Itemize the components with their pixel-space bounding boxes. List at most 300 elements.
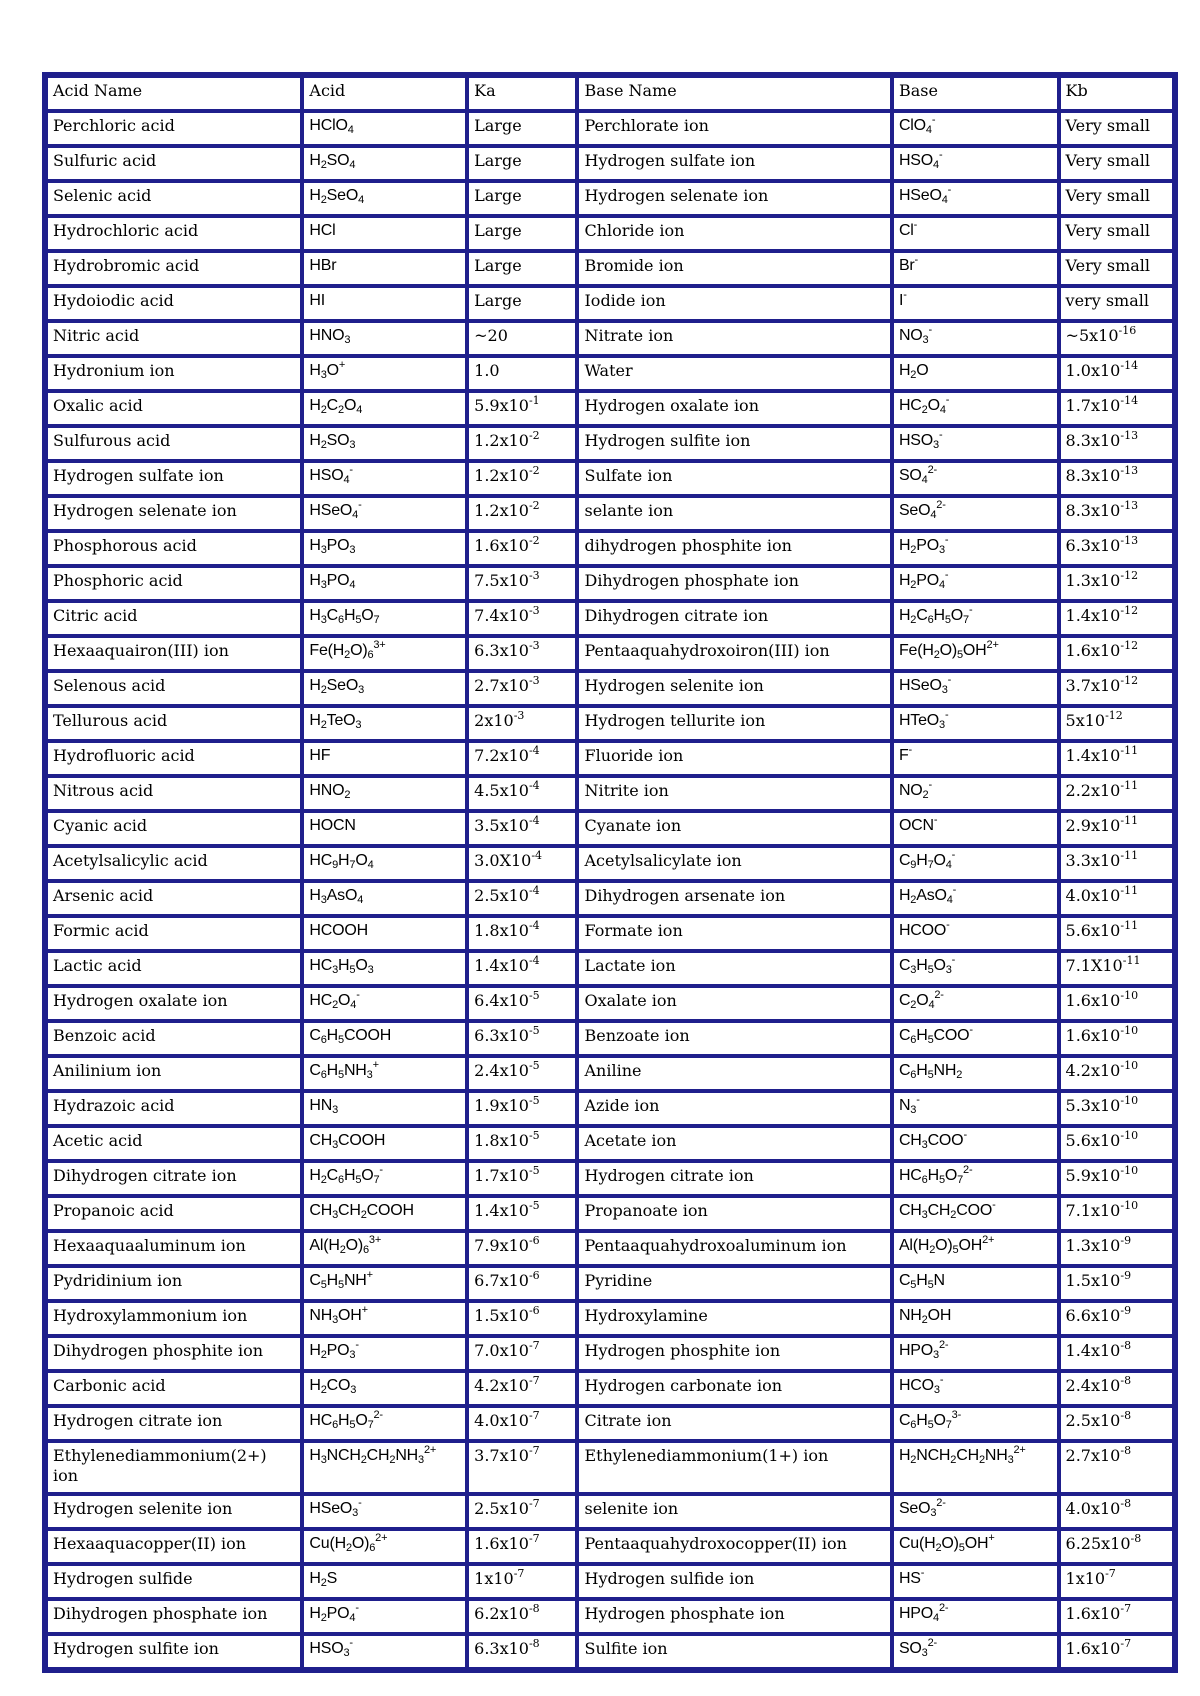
kb-cell: $5.6x10^{-10}$ (1059, 1126, 1174, 1161)
ka-cell: $2.4x10^{-5}$ (467, 1056, 577, 1091)
acid-formula-cell: HOCN (302, 811, 467, 846)
ka-cell: $3.7x10^{-7}$ (467, 1441, 577, 1494)
base-name-cell: Acetate ion (577, 1126, 891, 1161)
acid-name-cell: Phosphoric acid (46, 566, 302, 601)
acid-formula-cell: $CH_3COOH$ (302, 1126, 467, 1161)
base-name-cell: Cyanate ion (577, 811, 891, 846)
base-name-cell: Bromide ion (577, 251, 891, 286)
base-formula-cell: $C_6H_5NH_2$ (892, 1056, 1059, 1091)
acid-name-cell: Nitrous acid (46, 776, 302, 811)
base-formula-cell: $N_3^-$ (892, 1091, 1059, 1126)
kb-cell: $7.1x10^{-10}$ (1059, 1196, 1174, 1231)
base-name-cell: Nitrite ion (577, 776, 891, 811)
acid-name-cell: Oxalic acid (46, 391, 302, 426)
acid-formula-cell: $HC_6H_5O_7^{2-}$ (302, 1406, 467, 1441)
acid-name-cell: Perchloric acid (46, 111, 302, 146)
base-formula-cell: $Fe(H_2O)_5OH^{2+}$ (892, 636, 1059, 671)
base-formula-cell: $HSO_3^-$ (892, 426, 1059, 461)
acid-name-cell: Nitric acid (46, 321, 302, 356)
kb-cell: $3.7x10^{-12}$ (1059, 671, 1174, 706)
table-row (46, 776, 1174, 811)
kb-cell: $1.3x10^{-12}$ (1059, 566, 1174, 601)
base-name-cell: Pentaaquahydroxocopper(II) ion (577, 1529, 891, 1564)
kb-cell: $1.5x10^{-9}$ (1059, 1266, 1174, 1301)
kb-cell: $4.0x10^{-8}$ (1059, 1494, 1174, 1529)
acid-name-cell: Dihydrogen phosphate ion (46, 1599, 302, 1634)
acid-formula-cell: $H_2PO_3^-$ (302, 1336, 467, 1371)
table-row (46, 1564, 1174, 1599)
base-formula-cell: $Cu(H_2O)_5OH^+$ (892, 1529, 1059, 1564)
kb-cell: $1x10^{-7}$ (1059, 1564, 1174, 1599)
table-row (46, 496, 1174, 531)
ka-cell: $1.8x10^{-4}$ (467, 916, 577, 951)
acid-name-cell: Propanoic acid (46, 1196, 302, 1231)
acid-formula-cell: HClO$_4$ (302, 111, 467, 146)
base-name-cell: Sulfite ion (577, 1634, 891, 1669)
kb-cell: $2.9x10^{-11}$ (1059, 811, 1174, 846)
kb-cell: $5.6x10^{-11}$ (1059, 916, 1174, 951)
table-row (46, 1406, 1174, 1441)
base-formula-cell: $HPO_4^{2-}$ (892, 1599, 1059, 1634)
acid-name-cell: Ethylenediammonium(2+) ion (46, 1441, 302, 1494)
header-acid-name: Acid Name (46, 76, 302, 111)
base-name-cell: Lactate ion (577, 951, 891, 986)
acid-name-cell: Benzoic acid (46, 1021, 302, 1056)
base-formula-cell: $C_3H_5O_3^-$ (892, 951, 1059, 986)
base-formula-cell: $CH_3COO^-$ (892, 1126, 1059, 1161)
acid-formula-cell: $HC_3H_5O_3$ (302, 951, 467, 986)
acid-name-cell: Hydrazoic acid (46, 1091, 302, 1126)
base-formula-cell: HTeO$_3$- (892, 706, 1059, 741)
ka-cell: $3.0X10^{-4}$ (467, 846, 577, 881)
kb-cell: $5.3x10^{-10}$ (1059, 1091, 1174, 1126)
acid-formula-cell: HCOOH (302, 916, 467, 951)
table-row (46, 1529, 1174, 1564)
base-name-cell: Hydrogen selenite ion (577, 671, 891, 706)
acid-name-cell: Sulfurous acid (46, 426, 302, 461)
acid-name-cell: Formic acid (46, 916, 302, 951)
base-name-cell: Ethylenediammonium(1+) ion (577, 1441, 891, 1494)
base-name-cell: Hydrogen tellurite ion (577, 706, 891, 741)
kb-cell: $1.6x10^{-12}$ (1059, 636, 1174, 671)
ka-cell: $6.3x10^{-5}$ (467, 1021, 577, 1056)
table-row (46, 1301, 1174, 1336)
table-row (46, 671, 1174, 706)
base-formula-cell: SeO$_4^{2-}$ (892, 496, 1059, 531)
acid-name-cell: Selenous acid (46, 671, 302, 706)
base-formula-cell: $C_5H_5N$ (892, 1266, 1059, 1301)
ka-cell: $1.4x10^{-4}$ (467, 951, 577, 986)
kb-cell: $3.3x10^{-11}$ (1059, 846, 1174, 881)
acid-formula-cell: $H_3NCH_2CH_2NH_3^{2+}$ (302, 1441, 467, 1494)
table-row (46, 181, 1174, 216)
kb-cell: Very small (1059, 181, 1174, 216)
kb-cell: $7.1X10^{-11}$ (1059, 951, 1174, 986)
kb-cell: $1.4x10^{-8}$ (1059, 1336, 1174, 1371)
base-formula-cell: $C_6H_5COO^-$ (892, 1021, 1059, 1056)
kb-cell: $1.7x10^{-14}$ (1059, 391, 1174, 426)
kb-cell: $2.2x10^{-11}$ (1059, 776, 1174, 811)
kb-cell: Very small (1059, 111, 1174, 146)
acid-name-cell: Hydrobromic acid (46, 251, 302, 286)
acid-formula-cell: $Fe(H_2O)_6^{3+}$ (302, 636, 467, 671)
ka-cell: $1.6x10^{-7}$ (467, 1529, 577, 1564)
base-formula-cell: $C_9H_7O_4^-$ (892, 846, 1059, 881)
acid-formula-cell: $H_2PO_4^-$ (302, 1599, 467, 1634)
ka-cell: $1.5x10^{-6}$ (467, 1301, 577, 1336)
table-row (46, 1196, 1174, 1231)
acid-formula-cell: $H_3O^+$ (302, 356, 467, 391)
ka-cell: $1.2x10^{-2}$ (467, 426, 577, 461)
kb-cell: $2.7x10^{-8}$ (1059, 1441, 1174, 1494)
table-row (46, 811, 1174, 846)
table-row (46, 1634, 1174, 1669)
base-formula-cell: $SO_4^{2-}$ (892, 461, 1059, 496)
acid-name-cell: Cyanic acid (46, 811, 302, 846)
base-name-cell: Hydrogen phosphite ion (577, 1336, 891, 1371)
base-formula-cell: $SO_3^{2-}$ (892, 1634, 1059, 1669)
acid-formula-cell: $CH_3CH_2COOH$ (302, 1196, 467, 1231)
base-formula-cell: $H_2O$ (892, 356, 1059, 391)
kb-cell: very small (1059, 286, 1174, 321)
ka-cell: Large (467, 181, 577, 216)
base-name-cell: Iodide ion (577, 286, 891, 321)
ka-cell: $2.5x10^{-4}$ (467, 881, 577, 916)
kb-cell: $1.0x10^{-14}$ (1059, 356, 1174, 391)
ka-cell: $2.7x10^{-3}$ (467, 671, 577, 706)
kb-cell: $1.4x10^{-12}$ (1059, 601, 1174, 636)
base-name-cell: Hydrogen oxalate ion (577, 391, 891, 426)
ka-cell: Large (467, 216, 577, 251)
base-name-cell: Benzoate ion (577, 1021, 891, 1056)
table-row (46, 1371, 1174, 1406)
ka-cell: Large (467, 146, 577, 181)
table-row (46, 951, 1174, 986)
ka-cell: $7.2x10^{-4}$ (467, 741, 577, 776)
ka-cell: $1.6x10^{-2}$ (467, 531, 577, 566)
table-row (46, 426, 1174, 461)
base-formula-cell: OCN- (892, 811, 1059, 846)
acid-formula-cell: $H_2C_2O_4$ (302, 391, 467, 426)
base-formula-cell: HSeO$_3$- (892, 671, 1059, 706)
acid-name-cell: Hydrogen sulfate ion (46, 461, 302, 496)
ka-cell: Large (467, 111, 577, 146)
acid-name-cell: Hydrochloric acid (46, 216, 302, 251)
acid-name-cell: Dihydrogen citrate ion (46, 1161, 302, 1196)
kb-cell: $1.4x10^{-11}$ (1059, 741, 1174, 776)
base-name-cell: Oxalate ion (577, 986, 891, 1021)
table-row (46, 251, 1174, 286)
ka-cell: $7.4x10^{-3}$ (467, 601, 577, 636)
acid-formula-cell: $Al(H_2O)_6^{3+}$ (302, 1231, 467, 1266)
acid-name-cell: Pydridinium ion (46, 1266, 302, 1301)
ka-cell: $1.8x10^{-5}$ (467, 1126, 577, 1161)
base-name-cell: Azide ion (577, 1091, 891, 1126)
table-row (46, 986, 1174, 1021)
table-row (46, 706, 1174, 741)
base-formula-cell: $H_2C_6H_5O_7^-$ (892, 601, 1059, 636)
ka-cell: $1x10^{-7}$ (467, 1564, 577, 1599)
base-name-cell: Hydrogen citrate ion (577, 1161, 891, 1196)
acid-formula-cell: HSeO$_3$- (302, 1494, 467, 1529)
base-name-cell: Hydrogen sulfite ion (577, 426, 891, 461)
base-name-cell: Dihydrogen phosphate ion (577, 566, 891, 601)
base-formula-cell: $HPO_3^{2-}$ (892, 1336, 1059, 1371)
base-name-cell: selenite ion (577, 1494, 891, 1529)
acid-name-cell: Hydrogen selenite ion (46, 1494, 302, 1529)
table-row (46, 286, 1174, 321)
ka-cell: $1.2x10^{-2}$ (467, 496, 577, 531)
kb-cell: $6.25x10^{-8}$ (1059, 1529, 1174, 1564)
acid-formula-cell: HCl (302, 216, 467, 251)
ka-cell: $6.7x10^{-6}$ (467, 1266, 577, 1301)
base-name-cell: Pyridine (577, 1266, 891, 1301)
acid-name-cell: Hydoiodic acid (46, 286, 302, 321)
base-formula-cell: $HCO_3^-$ (892, 1371, 1059, 1406)
kb-cell: $8.3x10^{-13}$ (1059, 496, 1174, 531)
base-formula-cell: $Al(H_2O)_5OH^{2+}$ (892, 1231, 1059, 1266)
base-formula-cell: $H_2PO_4^-$ (892, 566, 1059, 601)
acid-formula-cell: $H_2TeO_3$ (302, 706, 467, 741)
acid-name-cell: Acetylsalicylic acid (46, 846, 302, 881)
base-formula-cell: Br- (892, 251, 1059, 286)
kb-cell: Very small (1059, 146, 1174, 181)
table-body (46, 111, 1174, 1669)
acid-name-cell: Hydrogen oxalate ion (46, 986, 302, 1021)
acid-name-cell: Lactic acid (46, 951, 302, 986)
ka-cell: $1.9x10^{-5}$ (467, 1091, 577, 1126)
acid-formula-cell: $H_3PO_4$ (302, 566, 467, 601)
base-name-cell: selante ion (577, 496, 891, 531)
table-row (46, 146, 1174, 181)
base-formula-cell: $C_2O_4^{2-}$ (892, 986, 1059, 1021)
acid-name-cell: Tellurous acid (46, 706, 302, 741)
base-formula-cell: $NO_2^-$ (892, 776, 1059, 811)
base-formula-cell: $HSO_4^-$ (892, 146, 1059, 181)
acid-formula-cell: $HNO_3$ (302, 321, 467, 356)
ka-cell: $4.5x10^{-4}$ (467, 776, 577, 811)
base-name-cell: Aniline (577, 1056, 891, 1091)
acid-name-cell: Hydronium ion (46, 356, 302, 391)
kb-cell: Very small (1059, 251, 1174, 286)
acid-formula-cell: HF (302, 741, 467, 776)
table-row (46, 321, 1174, 356)
ka-cell: $6.3x10^{-3}$ (467, 636, 577, 671)
base-name-cell: Hydrogen sulfide ion (577, 1564, 891, 1599)
ka-cell: $7.9x10^{-6}$ (467, 1231, 577, 1266)
acid-name-cell: Hydrogen sulfite ion (46, 1634, 302, 1669)
base-formula-cell: HSeO$_4$- (892, 181, 1059, 216)
acid-formula-cell: $C_6H_5COOH$ (302, 1021, 467, 1056)
kb-cell: $4.0x10^{-11}$ (1059, 881, 1174, 916)
base-name-cell: Acetylsalicylate ion (577, 846, 891, 881)
base-name-cell: Fluoride ion (577, 741, 891, 776)
table-row (46, 566, 1174, 601)
base-name-cell: Hydrogen phosphate ion (577, 1599, 891, 1634)
table-row (46, 1161, 1174, 1196)
ka-cell: $4.0x10^{-7}$ (467, 1406, 577, 1441)
table-row (46, 1056, 1174, 1091)
table-row (46, 1231, 1174, 1266)
acid-name-cell: Carbonic acid (46, 1371, 302, 1406)
ka-cell: $2x10^{-3}$ (467, 706, 577, 741)
table-row (46, 1494, 1174, 1529)
base-formula-cell: SeO$_3^{2-}$ (892, 1494, 1059, 1529)
acid-formula-cell: $H_2SeO_3$ (302, 671, 467, 706)
ka-cell: $6.3x10^{-8}$ (467, 1634, 577, 1669)
table-row (46, 391, 1174, 426)
acid-name-cell: Anilinium ion (46, 1056, 302, 1091)
header-base: Base (892, 76, 1059, 111)
header-acid: Acid (302, 76, 467, 111)
base-name-cell: Hydrogen selenate ion (577, 181, 891, 216)
table-row (46, 846, 1174, 881)
base-name-cell: Hydrogen carbonate ion (577, 1371, 891, 1406)
acid-formula-cell: $NH_3OH^+$ (302, 1301, 467, 1336)
acid-name-cell: Hydrofluoric acid (46, 741, 302, 776)
table-row (46, 461, 1174, 496)
kb-cell: $2.4x10^{-8}$ (1059, 1371, 1174, 1406)
ka-cell: ~20 (467, 321, 577, 356)
acid-formula-cell: $H_2SO_4$ (302, 146, 467, 181)
acid-formula-cell: $H_2SeO_4$ (302, 181, 467, 216)
kb-cell: $5x10^{-12}$ (1059, 706, 1174, 741)
base-name-cell: Water (577, 356, 891, 391)
base-formula-cell: HCOO- (892, 916, 1059, 951)
kb-cell: $1.6x10^{-10}$ (1059, 986, 1174, 1021)
acid-formula-cell: $C_6H_5NH_3^+$ (302, 1056, 467, 1091)
table-row (46, 636, 1174, 671)
kb-cell: $6.6x10^{-9}$ (1059, 1301, 1174, 1336)
base-name-cell: Hydroxylamine (577, 1301, 891, 1336)
acid-formula-cell: $H_3C_6H_5O_7$ (302, 601, 467, 636)
table-row (46, 1441, 1174, 1494)
acid-name-cell: Hydrogen citrate ion (46, 1406, 302, 1441)
acid-formula-cell: HSeO$_4$- (302, 496, 467, 531)
base-name-cell: Dihydrogen citrate ion (577, 601, 891, 636)
table-row (46, 881, 1174, 916)
acid-formula-cell: $C_5H_5NH^+$ (302, 1266, 467, 1301)
kb-cell: $1.6x10^{-7}$ (1059, 1599, 1174, 1634)
ka-cell: $5.9x10^{-1}$ (467, 391, 577, 426)
base-name-cell: Pentaaquahydroxoaluminum ion (577, 1231, 891, 1266)
base-formula-cell: HS- (892, 1564, 1059, 1599)
acid-formula-cell: $HSO_4^-$ (302, 461, 467, 496)
base-name-cell: Perchlorate ion (577, 111, 891, 146)
ka-cell: Large (467, 251, 577, 286)
base-name-cell: Sulfate ion (577, 461, 891, 496)
header-kb: Kb (1059, 76, 1174, 111)
acid-name-cell: Sulfuric acid (46, 146, 302, 181)
table-row (46, 531, 1174, 566)
kb-cell: $1.3x10^{-9}$ (1059, 1231, 1174, 1266)
table-row (46, 1126, 1174, 1161)
ka-cell: $4.2x10^{-7}$ (467, 1371, 577, 1406)
base-name-cell: Chloride ion (577, 216, 891, 251)
base-formula-cell: Cl- (892, 216, 1059, 251)
base-formula-cell: $HC_6H_5O_7^{2-}$ (892, 1161, 1059, 1196)
kb-cell: $4.2x10^{-10}$ (1059, 1056, 1174, 1091)
table-row (46, 1336, 1174, 1371)
ka-cell: $2.5x10^{-7}$ (467, 1494, 577, 1529)
ka-cell: $6.4x10^{-5}$ (467, 986, 577, 1021)
acid-formula-cell: $HSO_3^-$ (302, 1634, 467, 1669)
acid-formula-cell: HBr (302, 251, 467, 286)
ka-cell: $1.2x10^{-2}$ (467, 461, 577, 496)
kb-cell: $1.6x10^{-7}$ (1059, 1634, 1174, 1669)
acid-formula-cell: $H_3AsO_4$ (302, 881, 467, 916)
base-formula-cell: I- (892, 286, 1059, 321)
base-formula-cell: $NO_3^-$ (892, 321, 1059, 356)
acid-formula-cell: $H_3PO_3$ (302, 531, 467, 566)
acid-name-cell: Selenic acid (46, 181, 302, 216)
acid-formula-cell: $HC_2O_4^-$ (302, 986, 467, 1021)
base-name-cell: Hydrogen sulfate ion (577, 146, 891, 181)
acid-formula-cell: $H_2SO_3$ (302, 426, 467, 461)
table-row (46, 1091, 1174, 1126)
acid-name-cell: Hydroxylammonium ion (46, 1301, 302, 1336)
base-formula-cell: $HC_2O_4^-$ (892, 391, 1059, 426)
base-name-cell: Dihydrogen arsenate ion (577, 881, 891, 916)
table-row (46, 111, 1174, 146)
base-name-cell: Nitrate ion (577, 321, 891, 356)
header-ka: Ka (467, 76, 577, 111)
table-row (46, 601, 1174, 636)
table-row (46, 216, 1174, 251)
kb-cell: $\sim 5x10^{-16}$ (1059, 321, 1174, 356)
base-formula-cell: $NH_2OH$ (892, 1301, 1059, 1336)
acid-formula-cell: $Cu(H_2O)_6^{2+}$ (302, 1529, 467, 1564)
acid-formula-cell: $H_2CO_3$ (302, 1371, 467, 1406)
acid-name-cell: Hexaaquacopper(II) ion (46, 1529, 302, 1564)
base-formula-cell: F- (892, 741, 1059, 776)
acid-base-constants-table (42, 72, 1178, 1673)
base-formula-cell: $H_2AsO_4^-$ (892, 881, 1059, 916)
table-header-row (46, 76, 1174, 111)
header-base-name: Base Name (577, 76, 891, 111)
ka-cell: $7.0x10^{-7}$ (467, 1336, 577, 1371)
table-row (46, 1266, 1174, 1301)
acid-name-cell: Citric acid (46, 601, 302, 636)
table-row (46, 916, 1174, 951)
acid-name-cell: Hydrogen sulfide (46, 1564, 302, 1599)
table-row (46, 741, 1174, 776)
kb-cell: $2.5x10^{-8}$ (1059, 1406, 1174, 1441)
base-formula-cell: $H_2PO_3^-$ (892, 531, 1059, 566)
base-name-cell: Citrate ion (577, 1406, 891, 1441)
acid-name-cell: Hydrogen selenate ion (46, 496, 302, 531)
base-name-cell: dihydrogen phosphite ion (577, 531, 891, 566)
ka-cell: $7.5x10^{-3}$ (467, 566, 577, 601)
acid-name-cell: Hexaaquaaluminum ion (46, 1231, 302, 1266)
table-row (46, 1599, 1174, 1634)
ka-cell: Large (467, 286, 577, 321)
acid-formula-cell: $H_2S$ (302, 1564, 467, 1599)
ka-cell: $1.4x10^{-5}$ (467, 1196, 577, 1231)
ka-cell: $1.7x10^{-5}$ (467, 1161, 577, 1196)
acid-formula-cell: $HNO_2$ (302, 776, 467, 811)
ka-cell: $6.2x10^{-8}$ (467, 1599, 577, 1634)
kb-cell: $8.3x10^{-13}$ (1059, 426, 1174, 461)
acid-name-cell: Arsenic acid (46, 881, 302, 916)
acid-formula-cell: $H_2C_6H_5O_7^-$ (302, 1161, 467, 1196)
kb-cell: $6.3x10^{-13}$ (1059, 531, 1174, 566)
base-formula-cell: $C_6H_5O_7^{3-}$ (892, 1406, 1059, 1441)
acid-formula-cell: HI (302, 286, 467, 321)
kb-cell: $1.6x10^{-10}$ (1059, 1021, 1174, 1056)
table-row (46, 1021, 1174, 1056)
acid-formula-cell: $HN_3$ (302, 1091, 467, 1126)
